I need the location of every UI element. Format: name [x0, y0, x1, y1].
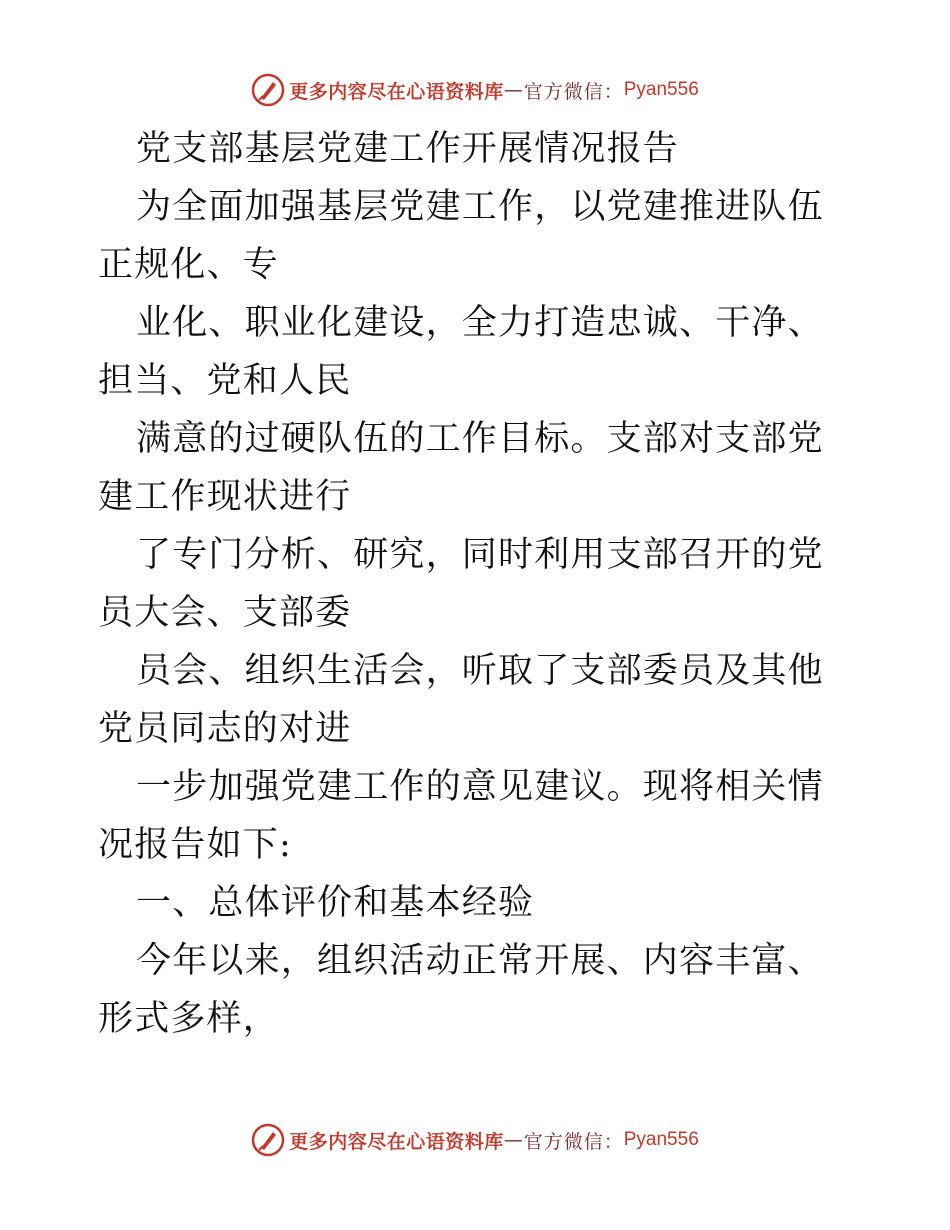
- document-title: 党支部基层党建工作开展情况报告: [136, 129, 680, 169]
- paragraph-7: 今年以来，组织活动正常开展、内容丰富、形式多样，: [98, 941, 824, 1039]
- feather-pen-icon: [251, 1123, 285, 1157]
- footer-watermark: [0, 1120, 950, 1160]
- header-watermark: [0, 70, 950, 110]
- paragraph-2: 业化、职业化建设，全力打造忠诚、干净、担当、党和人民: [98, 303, 824, 401]
- watermark-contact-id: Pyan556: [623, 1129, 699, 1150]
- paragraph-4: 了专门分析、研究，同时利用支部召开的党员大会、支部委: [98, 535, 824, 633]
- paragraph-1: 为全面加强基层党建工作，以党建推进队伍正规化、专: [98, 187, 824, 285]
- paragraph-6: 一步加强党建工作的意见建议。现将相关情况报告如下:: [98, 767, 824, 865]
- feather-pen-icon: [251, 73, 285, 107]
- paragraph-5: 员会、组织生活会，听取了支部委员及其他党员同志的对进: [98, 651, 824, 749]
- paragraph-3: 满意的过硬队伍的工作目标。支部对支部党建工作现状进行: [98, 419, 824, 517]
- watermark-contact-id: Pyan556: [623, 79, 699, 100]
- watermark-brand-text: 更多内容尽在心语资料库: [289, 1130, 504, 1153]
- watermark-brand-text: 更多内容尽在心语资料库: [289, 80, 504, 103]
- watermark-separator: —: [503, 79, 524, 101]
- document-body: [0, 120, 950, 1070]
- section-heading-1: 一、总体评价和基本经验: [136, 883, 535, 923]
- watermark-contact-label: 官方微信：: [523, 80, 624, 103]
- watermark-separator: —: [503, 1129, 524, 1151]
- watermark-contact-label: 官方微信：: [523, 1130, 624, 1153]
